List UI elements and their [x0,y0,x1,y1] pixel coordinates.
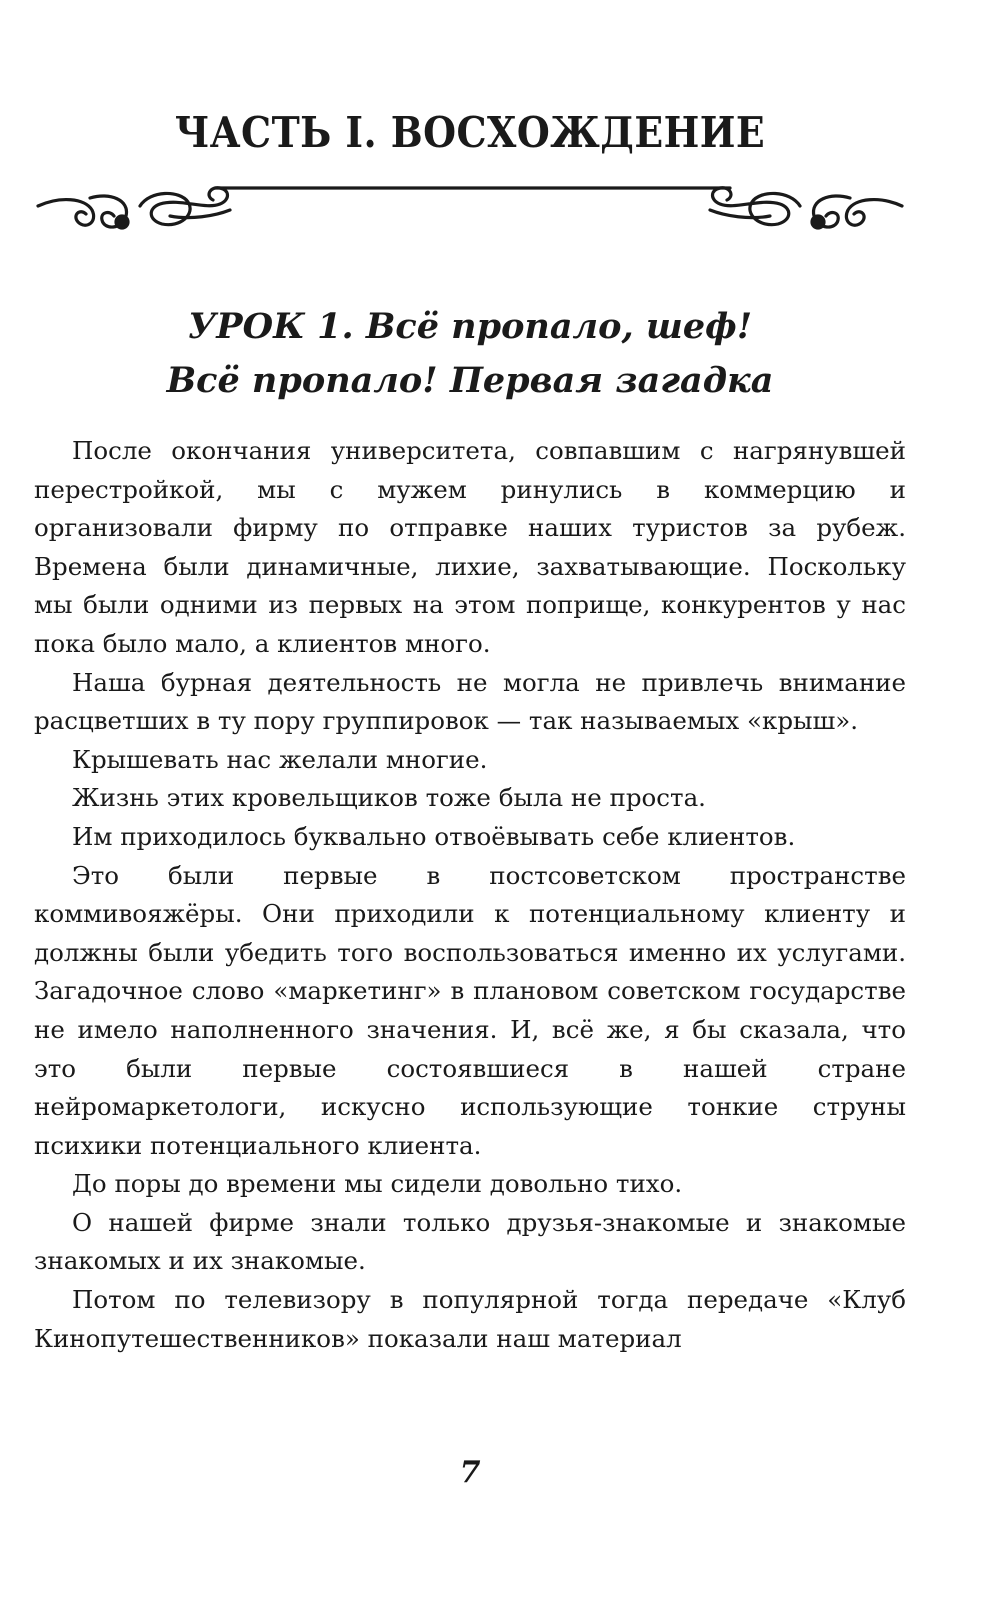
paragraph: О нашей фирме знали только друзья-знакомые и знакомые знакомых и их знакомые. [34,1207,906,1276]
paragraph: Потом по телевизору в популярной тогда передаче «Клуб Кинопутешественников» показали наш материал [34,1285,906,1353]
lesson-title [0,300,940,408]
part-title: ЧАСТЬ I. ВОСХОЖДЕНИЕ [174,108,766,157]
paragraph: После окончания университета, совпавшим с нагрянувшей перестройкой, мы с мужем ринулись в коммерцию и организовали фирму по отправке наших туристов за рубеж. Времена были динамичные, лихие, захватывающие. Поскольку мы были одними из первых на этом поприще, конкурентов у нас пока было мало, а клиентов много. [34,436,906,658]
paragraph: Жизнь этих кровельщиков тоже была не проста. [72,783,706,813]
paragraph: Им приходилось буквально отвоёвывать себе клиентов. [72,821,796,851]
page-number: 7 [459,1455,481,1490]
body-text [34,432,906,1358]
paragraph: До поры до времени мы сидели довольно тихо. [72,1169,683,1199]
paragraph: Наша бурная деятельность не могла не привлечь внимание расцветших в ту пору группировок — так называемых «крыш». [34,667,906,736]
lesson-title-line-2: Всё пропало! Первая загадка [166,360,774,401]
paragraph: Крышевать нас желали многие. [72,744,488,774]
scroll-divider-ornament [30,170,910,250]
lesson-title-line-1: УРОК 1. Всё пропало, шеф! [187,306,753,347]
paragraph: Это были первые в постсоветском пространстве коммивояжёры. Они приходили к потенциальному клиенту и должны были убедить того воспользоваться именно их услугами. Загадочное слово «маркетинг» в плановом советском государстве не имело наполненного значения. И, всё же, я бы сказала, что это были первые состоявшиеся в нашей стране нейромаркетологи, искусно использующие тонкие струны психики потенциального клиента. [34,860,906,1160]
